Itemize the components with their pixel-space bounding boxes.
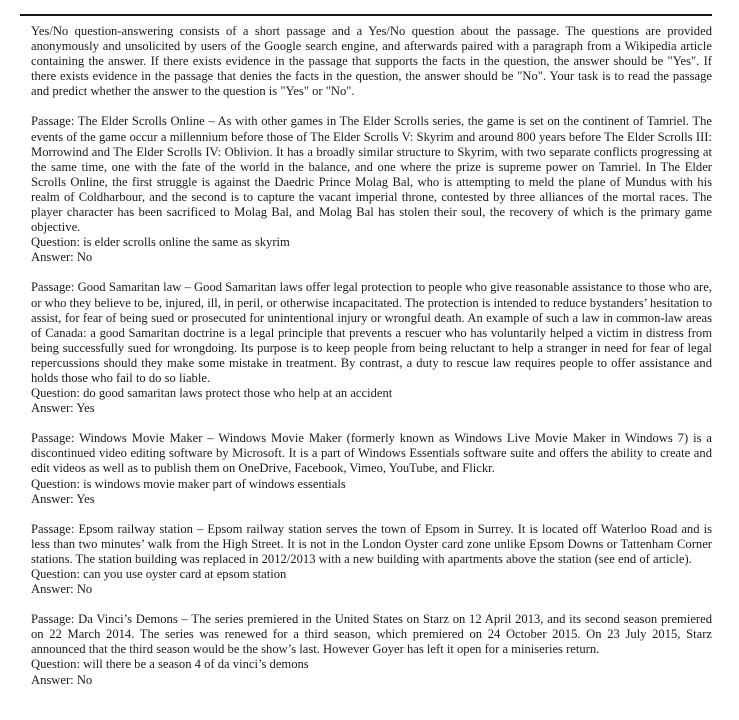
passage-text: Passage: Good Samaritan law – Good Samaritan laws offer legal protection to people who give reasonable assistance to those who are, or who they believe to be, injured, ill, in peril, or otherwise incapacitated. The protection is intended to reduce bystanders’ hesitation to assist, for fear of being sued or prosecuted for unintentional injury or wrongful death. An example of such a law in common-law areas of Canada: a good Samaritan doctrine is a legal principle that prevents a rescuer who has voluntarily helped a victim in distress from being successfully sued for wrongdoing. Its purpose is to keep people from being reluctant to help a stranger in need for fear of legal repercussions should they make some mistake in treatment. By contrast, a duty to rescue law requires people to offer assistance and holds those who fail to do so liable. xyxy=(31,280,712,385)
example-block-3 xyxy=(31,522,712,597)
intro-block xyxy=(31,24,712,99)
question-text: Question: do good samaritan laws protect those who help at an accident xyxy=(31,386,393,401)
answer-text: Answer: No xyxy=(31,672,93,687)
answer-text: Answer: Yes xyxy=(31,491,95,506)
answer-text: Answer: Yes xyxy=(31,401,95,416)
passage-text: Passage: Windows Movie Maker – Windows Movie Maker (formerly known as Windows Live Movie Maker in Windows 7) is a discontinued video editing software by Microsoft. It is a part of Windows Essentials software suite and offers the ability to create and edit videos as well as to publish them on OneDrive, Facebook, Vimeo, YouTube, and Flickr. xyxy=(31,431,712,476)
top-horizontal-rule xyxy=(20,14,712,16)
document-content xyxy=(31,24,712,703)
example-block-4 xyxy=(31,612,712,687)
question-text: Question: can you use oyster card at epsom station xyxy=(31,567,287,581)
example-block-1 xyxy=(31,280,712,416)
question-text: Question: will there be a season 4 of da vinci’s demons xyxy=(31,657,309,672)
passage-text: Passage: The Elder Scrolls Online – As with other games in The Elder Scrolls series, the game is set on the continent of Tamriel. The events of the game occur a millennium before those of The Elder Scrolls V: Skyrim and around 800 years before The Elder Scrolls III: Morrowind and The Elder Scrolls IV: Oblivion. It has a broadly similar structure to Skyrim, with two separate conflicts progressing at the same time, one with the fate of the world in the balance, and one where the prize is supreme power on Tamriel. In The Elder Scrolls Online, the first struggle is against the Daedric Prince Molag Bal, who is attempting to meld the plane of Mundus with his realm of Coldharbour, and the second is to capture the vacant imperial throne, contested by three alliances of the mortal races. The player character has been sacrificed to Molag Bal, and Molag Bal has stolen their soul, the recovery of which is the primary game objective. xyxy=(31,114,712,235)
answer-text: Answer: No xyxy=(31,582,93,597)
question-text: Question: is elder scrolls online the same as skyrim xyxy=(31,235,290,250)
question-text: Question: is windows movie maker part of windows essentials xyxy=(31,476,346,491)
answer-text: Answer: No xyxy=(31,250,93,265)
example-block-0 xyxy=(31,114,712,265)
intro-paragraph: Yes/No question-answering consists of a short passage and a Yes/No question about the passage. The questions are provided anonymously and unsolicited by users of the Google search engine, and afterwards paired with a paragraph from a Wikipedia article containing the answer. If there exists evidence in the passage that supports the facts in the question, the answer should be "Yes". If there exists evidence in the passage that denies the facts in the question, the answer should be "No". Your task is to read the passage and predict whether the answer to the question is "Yes" or "No". xyxy=(31,24,712,99)
passage-text: Passage: Da Vinci’s Demons – The series premiered in the United States on Starz on 12 April 2013, and its second season premiered on 22 March 2014. The series was renewed for a third season, which premiered on 24 October 2015. On 23 July 2015, Starz announced that the third season would be the show’s last. However Goyer has left it open for a miniseries return. xyxy=(31,612,712,657)
passage-text: Passage: Epsom railway station – Epsom railway station serves the town of Epsom in Surrey. It is located off Waterloo Road and is less than two minutes’ walk from the High Street. It is not in the London Oyster card zone unlike Epsom Downs or Tattenham Corner stations. The station building was replaced in 2012/2013 with a new building with apartments above the station (see end of article). xyxy=(31,521,712,566)
example-block-2 xyxy=(31,431,712,506)
